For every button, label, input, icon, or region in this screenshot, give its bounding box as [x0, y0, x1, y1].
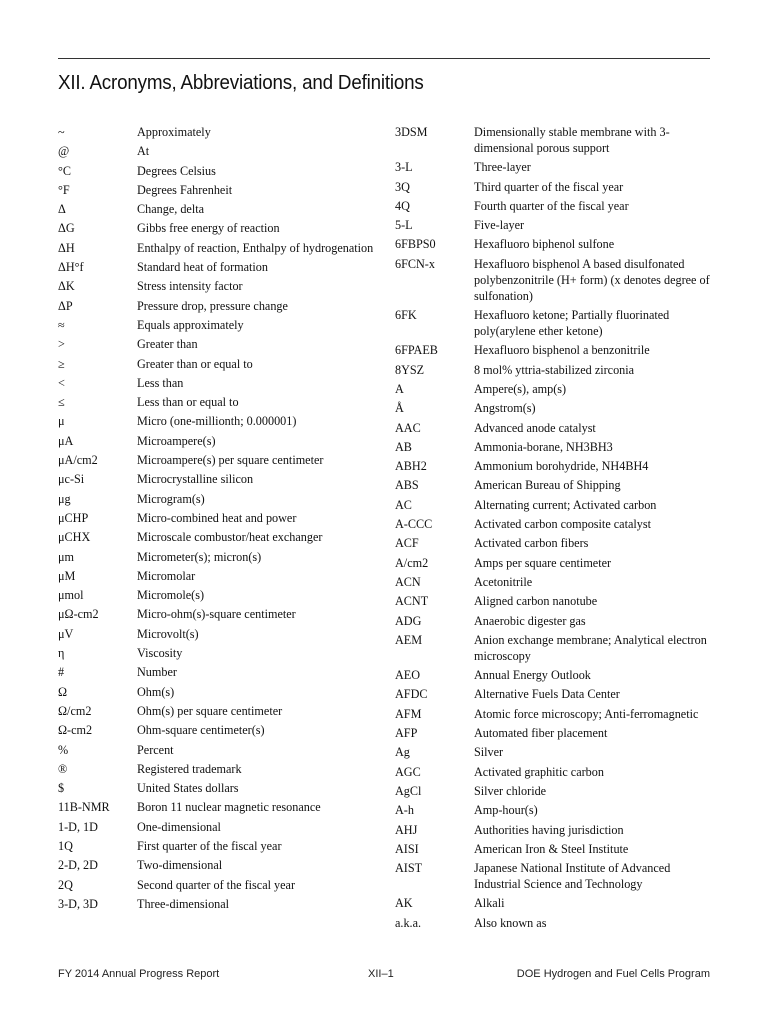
glossary-definition: Ammonium borohydride, NH4BH4 — [474, 459, 649, 474]
glossary-entry — [58, 452, 383, 468]
glossary-definition: American Bureau of Shipping — [474, 478, 621, 493]
glossary-definition: Automated fiber placement — [474, 726, 608, 741]
glossary-entry — [58, 220, 383, 236]
glossary-entry — [58, 684, 383, 700]
glossary-definition: Pressure drop, pressure change — [137, 298, 288, 313]
glossary-definition: Alternating current; Activated carbon — [474, 497, 657, 512]
glossary-term: 1-D, 1D — [58, 819, 98, 834]
glossary-term: μ — [58, 414, 65, 429]
glossary-definition: Standard heat of formation — [137, 260, 268, 275]
glossary-entry — [395, 516, 715, 532]
glossary-term: AB — [395, 439, 412, 454]
glossary-term: 3Q — [395, 179, 410, 194]
glossary-term: AGC — [395, 764, 421, 779]
glossary-entry — [58, 356, 383, 372]
glossary-column-right — [395, 124, 715, 934]
glossary-entry — [58, 394, 383, 410]
glossary-definition: Fourth quarter of the fiscal year — [474, 198, 629, 213]
glossary-definition: Three-dimensional — [137, 896, 230, 911]
glossary-term: ADG — [395, 613, 422, 628]
glossary-entry — [58, 471, 383, 487]
glossary-term: AISI — [395, 841, 419, 856]
glossary-definition: Annual Energy Outlook — [474, 668, 591, 683]
glossary-entry — [58, 568, 383, 584]
glossary-entry — [395, 256, 715, 304]
glossary-entry — [395, 593, 715, 609]
glossary-definition: Advanced anode catalyst — [474, 420, 596, 435]
glossary-entry — [58, 259, 383, 275]
glossary-definition: Boron 11 nuclear magnetic resonance — [137, 800, 321, 815]
glossary-term: 11B-NMR — [58, 800, 110, 815]
glossary-term: Å — [395, 401, 404, 416]
glossary-definition: Percent — [137, 742, 174, 757]
glossary-definition: Silver — [474, 745, 504, 760]
glossary-entry — [58, 413, 383, 429]
glossary-definition: Gibbs free energy of reaction — [137, 221, 280, 236]
glossary-entry — [395, 381, 715, 397]
glossary-term: A — [395, 381, 404, 396]
glossary-entry — [395, 574, 715, 590]
glossary-definition: American Iron & Steel Institute — [474, 841, 629, 856]
glossary-entry — [395, 477, 715, 493]
glossary-entry — [395, 159, 715, 175]
footer-page-number: XII–1 — [368, 968, 394, 980]
glossary-definition: Microampere(s) — [137, 433, 216, 448]
glossary-entry — [58, 375, 383, 391]
glossary-entry — [58, 645, 383, 661]
glossary-term: 6FK — [395, 308, 417, 323]
glossary-term: A-CCC — [395, 517, 433, 532]
glossary-definition: Change, delta — [137, 202, 205, 217]
glossary-term: ΔH°f — [58, 260, 84, 275]
glossary-definition: One-dimensional — [137, 819, 221, 834]
glossary-term: AIST — [395, 861, 423, 876]
glossary-definition: Micrometer(s); micron(s) — [137, 549, 262, 564]
glossary-term: μmol — [58, 588, 84, 603]
glossary-definition: Anion exchange membrane; Analytical electron microscopy — [474, 632, 707, 663]
glossary-definition: Two-dimensional — [137, 858, 223, 873]
glossary-term: ≈ — [58, 317, 65, 332]
glossary-entry — [58, 163, 383, 179]
glossary-term: A-h — [395, 803, 414, 818]
glossary-entry — [395, 632, 715, 664]
glossary-entry — [395, 307, 715, 339]
glossary-definition: Microscale combustor/heat exchanger — [137, 530, 323, 545]
glossary-entry — [395, 841, 715, 857]
glossary-definition: Silver chloride — [474, 783, 547, 798]
glossary-entry — [58, 182, 383, 198]
glossary-term: ≥ — [58, 356, 65, 371]
glossary-entry — [58, 606, 383, 622]
glossary-definition: Registered trademark — [137, 761, 242, 776]
glossary-term: ΔK — [58, 279, 75, 294]
glossary-definition: Enthalpy of reaction, Enthalpy of hydrogenation — [137, 240, 374, 255]
glossary-definition: Hexafluoro biphenol sulfone — [474, 237, 615, 252]
glossary-term: % — [58, 742, 69, 757]
glossary-term: AFM — [395, 706, 422, 721]
glossary-term: Ω-cm2 — [58, 723, 93, 738]
glossary-definition: Also known as — [474, 915, 547, 930]
glossary-term: 6FPAEB — [395, 343, 438, 358]
glossary-definition: Micromolar — [137, 568, 196, 583]
glossary-definition: Stress intensity factor — [137, 279, 243, 294]
glossary-term: AEM — [395, 632, 423, 647]
glossary-definition: United States dollars — [137, 781, 239, 796]
glossary-term: AEO — [395, 668, 421, 683]
glossary-entry — [58, 510, 383, 526]
glossary-entry — [395, 179, 715, 195]
glossary-entry — [58, 780, 383, 796]
glossary-entry — [395, 400, 715, 416]
glossary-definition: Alkali — [474, 896, 505, 911]
glossary-term: °F — [58, 182, 70, 197]
glossary-entry — [395, 744, 715, 760]
glossary-entry — [395, 613, 715, 629]
glossary-term: μΩ-cm2 — [58, 607, 99, 622]
glossary-definition: Microvolt(s) — [137, 626, 199, 641]
glossary-entry — [58, 529, 383, 545]
glossary-entry — [395, 535, 715, 551]
glossary-term: μCHX — [58, 530, 91, 545]
glossary-entry — [58, 877, 383, 893]
glossary-term: AgCl — [395, 783, 422, 798]
glossary-term: 6FCN-x — [395, 256, 435, 271]
glossary-entry — [58, 896, 383, 912]
glossary-term: Δ — [58, 202, 66, 217]
glossary-entry — [58, 491, 383, 507]
top-rule — [58, 58, 710, 59]
glossary-term: μc-Si — [58, 472, 85, 487]
glossary-term: ABS — [395, 478, 419, 493]
glossary-definition: Microcrystalline silicon — [137, 472, 254, 487]
glossary-definition: Anaerobic digester gas — [474, 613, 586, 628]
glossary-term: ~ — [58, 125, 65, 139]
glossary-term: μV — [58, 626, 74, 641]
glossary-term: AC — [395, 497, 412, 512]
glossary-definition: Aligned carbon nanotube — [474, 594, 598, 609]
glossary-entry — [58, 722, 383, 738]
glossary-definition: Amps per square centimeter — [474, 555, 612, 570]
glossary-entry — [58, 336, 383, 352]
glossary-entry — [395, 915, 715, 931]
glossary-entry — [58, 143, 383, 159]
glossary-term: 6FBPS0 — [395, 237, 436, 252]
glossary-entry — [395, 198, 715, 214]
glossary-entry — [58, 240, 383, 256]
glossary-definition: Ohm(s) per square centimeter — [137, 703, 283, 718]
glossary-entry — [395, 725, 715, 741]
glossary-term: ® — [58, 761, 68, 776]
glossary-entry — [395, 667, 715, 683]
glossary-term: 3DSM — [395, 125, 428, 139]
glossary-term: η — [58, 646, 65, 661]
glossary-entry — [395, 342, 715, 358]
glossary-entry — [58, 799, 383, 815]
glossary-definition: Micro (one-millionth; 0.000001) — [137, 414, 297, 429]
glossary-term: ΔP — [58, 298, 73, 313]
glossary-column-left — [58, 124, 383, 915]
glossary-term: ABH2 — [395, 459, 427, 474]
glossary-entry — [58, 761, 383, 777]
glossary-term: @ — [58, 144, 70, 159]
glossary-entry — [395, 124, 715, 156]
glossary-term: 3-L — [395, 160, 413, 175]
glossary-entry — [395, 362, 715, 378]
glossary-definition: Less than — [137, 375, 184, 390]
glossary-term: ΔH — [58, 240, 75, 255]
glossary-entry — [395, 458, 715, 474]
footer-report-title: FY 2014 Annual Progress Report — [58, 968, 220, 980]
glossary-definition: Micro-combined heat and power — [137, 510, 297, 525]
glossary-entry — [58, 317, 383, 333]
glossary-term: > — [58, 337, 65, 352]
glossary-definition: Ammonia-borane, NH3BH3 — [474, 439, 613, 454]
glossary-entry — [395, 217, 715, 233]
glossary-term: ACF — [395, 536, 419, 551]
glossary-entry — [395, 439, 715, 455]
glossary-term: Ω — [58, 684, 68, 699]
glossary-entry — [58, 201, 383, 217]
glossary-definition: Authorities having jurisdiction — [474, 822, 624, 837]
glossary-term: μm — [58, 549, 75, 564]
glossary-term: AFDC — [395, 687, 428, 702]
glossary-term: AHJ — [395, 822, 418, 837]
glossary-entry — [58, 838, 383, 854]
glossary-definition: Activated carbon composite catalyst — [474, 517, 651, 532]
glossary-definition: Equals approximately — [137, 317, 244, 332]
glossary-definition: Number — [137, 665, 177, 680]
glossary-definition: Alternative Fuels Data Center — [474, 687, 620, 702]
glossary-term: < — [58, 375, 65, 390]
glossary-entry — [395, 764, 715, 780]
glossary-definition: Greater than or equal to — [137, 356, 253, 371]
glossary-term: μM — [58, 568, 76, 583]
glossary-definition: Hexafluoro bisphenol A based disulfonated polybenzonitrile (H+ form) (x denotes degree of sulfonation) — [474, 256, 710, 303]
glossary-definition: Degrees Fahrenheit — [137, 182, 233, 197]
glossary-term: A/cm2 — [395, 555, 429, 570]
glossary-definition: Angstrom(s) — [474, 401, 536, 416]
glossary-definition: Three-layer — [474, 160, 531, 175]
glossary-definition: At — [137, 144, 150, 159]
glossary-definition: Less than or equal to — [137, 395, 239, 410]
glossary-definition: Activated graphitic carbon — [474, 764, 604, 779]
glossary-term: 1Q — [58, 838, 73, 853]
glossary-entry — [58, 626, 383, 642]
glossary-definition: Degrees Celsius — [137, 163, 216, 178]
glossary-definition: Greater than — [137, 337, 198, 352]
glossary-entry — [395, 555, 715, 571]
glossary-definition: Acetonitrile — [474, 574, 533, 589]
glossary-term: 5-L — [395, 218, 413, 233]
glossary-definition: Hexafluoro bisphenol a benzonitrile — [474, 343, 650, 358]
glossary-term: Ω/cm2 — [58, 703, 92, 718]
glossary-entry — [395, 895, 715, 911]
glossary-entry — [58, 857, 383, 873]
glossary-term: μA — [58, 433, 74, 448]
glossary-definition: Ohm-square centimeter(s) — [137, 723, 265, 738]
section-title: XII. Acronyms, Abbreviations, and Definitions — [58, 72, 424, 94]
glossary-term: # — [58, 665, 65, 680]
glossary-term: $ — [58, 781, 65, 796]
glossary-definition: Ohm(s) — [137, 684, 175, 699]
glossary-term: μCHP — [58, 510, 89, 525]
glossary-term: 2-D, 2D — [58, 858, 98, 873]
glossary-term: a.k.a. — [395, 915, 422, 930]
glossary-entry — [395, 686, 715, 702]
glossary-entry — [395, 822, 715, 838]
glossary-definition: Microgram(s) — [137, 491, 205, 506]
glossary-definition: 8 mol% yttria-stabilized zirconia — [474, 362, 635, 377]
glossary-definition: Microampere(s) per square centimeter — [137, 453, 324, 468]
glossary-term: ACN — [395, 574, 421, 589]
glossary-entry — [58, 587, 383, 603]
glossary-entry — [58, 278, 383, 294]
glossary-term: AFP — [395, 726, 418, 741]
glossary-entry — [58, 433, 383, 449]
glossary-term: 2Q — [58, 877, 73, 892]
glossary-entry — [395, 860, 715, 892]
glossary-definition: Five-layer — [474, 218, 525, 233]
glossary-entry — [395, 420, 715, 436]
glossary-definition: Second quarter of the fiscal year — [137, 877, 296, 892]
glossary-entry — [58, 298, 383, 314]
glossary-definition: Hexafluoro ketone; Partially fluorinated poly(arylene ether ketone) — [474, 308, 670, 339]
footer-program-name: DOE Hydrogen and Fuel Cells Program — [516, 968, 710, 980]
glossary-term: AK — [395, 896, 413, 911]
glossary-term: 8YSZ — [395, 362, 425, 377]
glossary-definition: Activated carbon fibers — [474, 536, 589, 551]
glossary-definition: Micro-ohm(s)-square centimeter — [137, 607, 296, 622]
glossary-term: °C — [58, 163, 72, 178]
glossary-entry — [58, 124, 383, 140]
glossary-term: Ag — [395, 745, 410, 760]
glossary-definition: Amp-hour(s) — [474, 803, 538, 818]
glossary-definition: Approximately — [137, 125, 211, 139]
glossary-definition: Viscosity — [137, 646, 183, 661]
glossary-definition: Ampere(s), amp(s) — [474, 381, 567, 396]
glossary-entry — [58, 664, 383, 680]
glossary-entry — [58, 703, 383, 719]
glossary-entry — [58, 549, 383, 565]
glossary-definition: Atomic force microscopy; Anti-ferromagnetic — [474, 706, 699, 721]
glossary-entry — [58, 742, 383, 758]
glossary-term: 4Q — [395, 198, 410, 213]
glossary-definition: Third quarter of the fiscal year — [474, 179, 624, 194]
glossary-entry — [395, 802, 715, 818]
glossary-definition: First quarter of the fiscal year — [137, 838, 282, 853]
glossary-definition: Japanese National Institute of Advanced Industrial Science and Technology — [474, 861, 671, 892]
glossary-definition: Dimensionally stable membrane with 3-dimensional porous support — [474, 125, 670, 155]
glossary-entry — [395, 236, 715, 252]
glossary-entry — [58, 819, 383, 835]
glossary-term: ≤ — [58, 395, 65, 410]
glossary-term: ACNT — [395, 594, 429, 609]
glossary-entry — [395, 783, 715, 799]
glossary-term: 3-D, 3D — [58, 896, 98, 911]
glossary-term: ΔG — [58, 221, 75, 236]
glossary-term: AAC — [395, 420, 421, 435]
glossary-entry — [395, 497, 715, 513]
glossary-definition: Micromole(s) — [137, 588, 205, 603]
glossary-term: μA/cm2 — [58, 453, 98, 468]
glossary-entry — [395, 706, 715, 722]
glossary-term: μg — [58, 491, 71, 506]
